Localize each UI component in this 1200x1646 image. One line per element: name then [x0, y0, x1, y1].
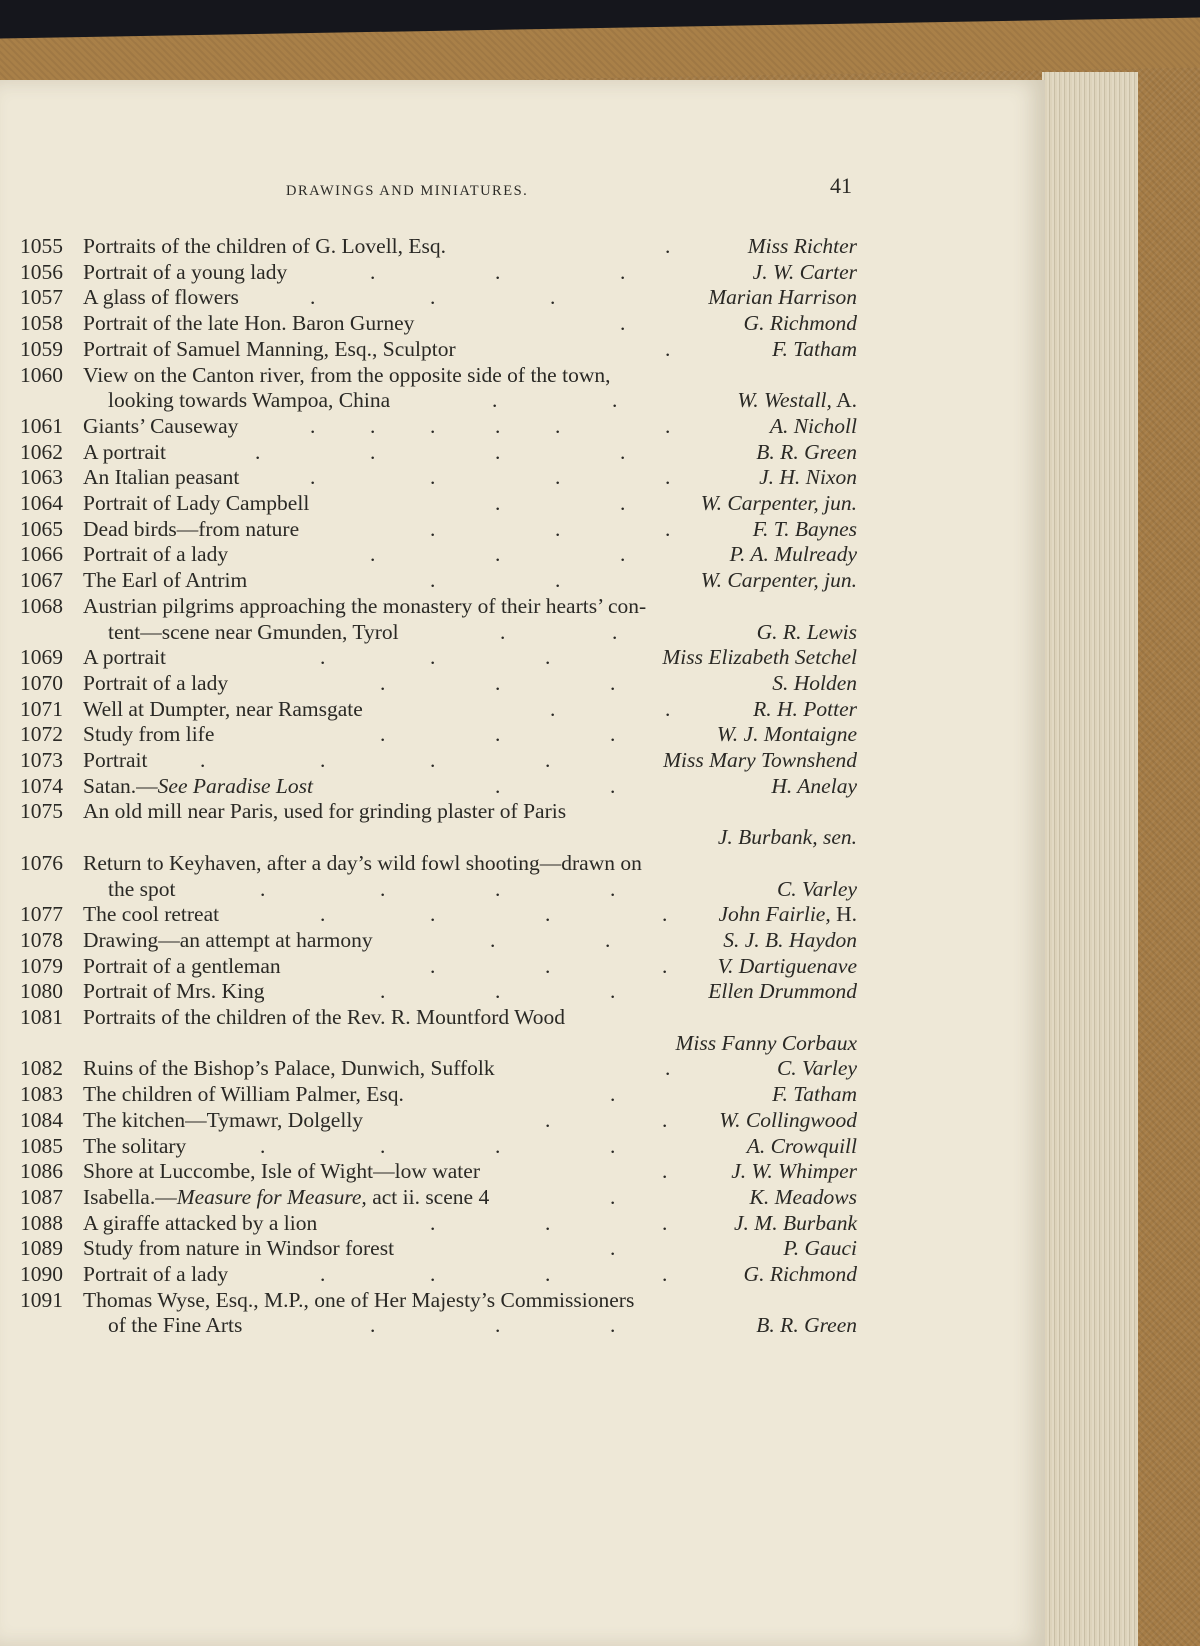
entry-artist: V. Dartiguenave: [717, 953, 857, 978]
entry-artist: H. Anelay: [771, 773, 857, 798]
leader-dot: .: [610, 722, 616, 747]
catalogue-row: [0, 721, 1200, 747]
entry-artist: Miss Mary Townshend: [663, 748, 857, 772]
leader-dot: .: [610, 1133, 616, 1158]
leader-dot: .: [430, 748, 436, 772]
leader-dot: .: [662, 1262, 668, 1286]
leader-dot: .: [255, 439, 261, 464]
leader-dot: .: [500, 619, 506, 644]
leader-dot: .: [665, 413, 671, 438]
leader-dot: .: [260, 876, 266, 901]
leader-dot: .: [495, 542, 501, 567]
leader-dot: .: [610, 1082, 616, 1107]
entry-artist: B. R. Green: [756, 439, 857, 464]
entry-title: Ruins of the Bishop’s Palace, Dunwich, Suffolk: [83, 1056, 495, 1081]
entry-number: 1058: [20, 311, 63, 336]
leader-dot: .: [430, 902, 436, 927]
entry-number: 1079: [20, 953, 63, 978]
entry-title: Satan.—See Paradise Lost: [83, 773, 313, 798]
catalogue-row: [0, 567, 1200, 593]
entry-title: A glass of flowers: [83, 285, 239, 310]
entry-artist: Miss Fanny Corbaux: [675, 1030, 857, 1055]
entry-title: The solitary: [83, 1133, 187, 1158]
entry-title: Return to Keyhaven, after a day’s wild fowl shooting—drawn on: [83, 850, 642, 875]
entry-number: 1061: [20, 413, 63, 438]
entry-artist: Marian Harrison: [708, 285, 857, 310]
entry-number: 1080: [20, 979, 63, 1004]
entry-title: Portrait of Mrs. King: [83, 979, 265, 1004]
leader-dot: .: [665, 465, 671, 490]
entry-title: Well at Dumpter, near Ramsgate: [83, 696, 363, 721]
entry-number: 1062: [20, 439, 63, 464]
entry-title: Study from life: [83, 722, 215, 747]
entry-artist: P. Gauci: [783, 1236, 857, 1261]
leader-dot: .: [612, 388, 618, 413]
entry-title: A portrait: [83, 645, 166, 670]
entry-title: Portrait: [83, 748, 148, 772]
entry-title: Thomas Wyse, Esq., M.P., one of Her Majesty’s Commissioners: [83, 1287, 635, 1312]
entry-title: Dead birds—from nature: [83, 516, 300, 541]
leader-dot: .: [665, 234, 671, 258]
leader-dot: .: [380, 979, 386, 1004]
entry-artist: K. Meadows: [749, 1184, 857, 1209]
leader-dot: .: [430, 516, 436, 541]
leader-dot: .: [610, 773, 616, 798]
leader-dot: .: [430, 413, 436, 438]
leader-dot: .: [430, 1262, 436, 1286]
catalogue-row: [0, 798, 1200, 824]
entry-number: 1089: [20, 1236, 63, 1261]
entry-artist: Miss Richter: [747, 234, 857, 258]
entry-title: An old mill near Paris, used for grinding plaster of Paris: [83, 799, 567, 824]
leader-dot: .: [620, 491, 626, 515]
entry-artist: Ellen Drummond: [708, 979, 857, 1004]
entry-number: 1091: [20, 1287, 63, 1312]
entry-number: 1067: [20, 568, 63, 593]
catalogue-row: [0, 876, 1200, 902]
catalogue-row: [0, 619, 1200, 645]
catalogue-row: [0, 747, 1200, 773]
entry-artist: C. Varley: [776, 876, 857, 901]
leader-dot: .: [545, 902, 551, 927]
entry-number: 1075: [20, 799, 63, 824]
leader-dot: .: [610, 876, 616, 901]
catalogue-row: [0, 1158, 1200, 1184]
entry-number: 1060: [20, 362, 63, 387]
leader-dot: .: [320, 902, 326, 927]
leader-dot: .: [665, 516, 671, 541]
entry-number: 1070: [20, 670, 63, 695]
leader-dot: .: [380, 1133, 386, 1158]
leader-dot: .: [662, 1210, 668, 1235]
catalogue-row: [0, 850, 1200, 876]
leader-dot: .: [430, 1210, 436, 1235]
entry-number: 1074: [20, 773, 63, 798]
catalogue-row: [0, 516, 1200, 542]
leader-dot: .: [662, 1159, 668, 1184]
leader-dot: .: [610, 670, 616, 695]
entry-number: 1055: [20, 234, 63, 258]
catalogue-row: [0, 927, 1200, 953]
entry-title-italic: Measure for Measure,: [176, 1184, 367, 1209]
entry-title: A portrait: [83, 439, 166, 464]
entry-number: 1065: [20, 516, 63, 541]
catalogue-row: [0, 284, 1200, 310]
entry-number: 1068: [20, 593, 63, 618]
entry-title: Portrait of a lady: [83, 1262, 229, 1286]
entry-artist: C. Varley: [776, 1056, 857, 1081]
leader-dot: .: [610, 1236, 616, 1261]
leader-dot: .: [310, 413, 316, 438]
entry-title: An Italian peasant: [83, 465, 240, 490]
entry-title: The cool retreat: [83, 902, 220, 927]
entry-artist: G. R. Lewis: [756, 619, 857, 644]
entry-number: 1085: [20, 1133, 63, 1158]
leader-dot: .: [380, 876, 386, 901]
catalogue-row: [0, 593, 1200, 619]
entry-number: 1063: [20, 465, 63, 490]
leader-dot: .: [620, 439, 626, 464]
entry-artist: A. Crowquill: [746, 1133, 857, 1158]
catalogue-row: [0, 310, 1200, 336]
leader-dot: .: [620, 542, 626, 567]
catalogue-row: [0, 336, 1200, 362]
catalogue-row: [0, 696, 1200, 722]
catalogue-row: [0, 1030, 1200, 1056]
entry-title: Portraits of the children of the Rev. R. Mountford Wood: [83, 1005, 565, 1029]
leader-dot: .: [260, 1133, 266, 1158]
catalogue-row: [0, 362, 1200, 388]
leader-dot: .: [545, 1262, 551, 1286]
leader-dot: .: [495, 259, 501, 284]
leader-dot: .: [545, 1210, 551, 1235]
leader-dot: .: [310, 465, 316, 490]
leader-dot: .: [610, 979, 616, 1004]
leader-dot: .: [495, 1313, 501, 1338]
entry-number: 1077: [20, 902, 63, 927]
catalogue-row: [0, 824, 1200, 850]
leader-dot: .: [430, 568, 436, 593]
entry-artist: B. R. Green: [756, 1313, 857, 1338]
entry-artist: John Fairlie, H.: [718, 902, 857, 927]
entry-title: the spot: [108, 876, 176, 901]
catalogue-row: [0, 670, 1200, 696]
entry-artist: S. Holden: [772, 670, 857, 695]
entry-artist: J. W. Carter: [752, 259, 857, 284]
leader-dot: .: [545, 748, 551, 772]
entry-artist: P. A. Mulready: [729, 542, 857, 567]
entry-title: Study from nature in Windsor forest: [83, 1236, 395, 1261]
entry-title: Portraits of the children of G. Lovell, Esq.: [83, 234, 447, 258]
entry-title-italic: See Paradise Lost: [157, 773, 313, 798]
leader-dot: .: [620, 311, 626, 336]
entry-artist: W. Westall, A.: [737, 388, 857, 413]
leader-dot: .: [545, 645, 551, 670]
entry-artist: W. Collingwood: [719, 1107, 857, 1132]
leader-dot: .: [610, 1313, 616, 1338]
leader-dot: .: [320, 645, 326, 670]
leader-dot: .: [545, 953, 551, 978]
leader-dot: .: [490, 927, 496, 952]
leader-dot: .: [310, 285, 316, 310]
catalogue-row: [0, 901, 1200, 927]
catalogue-row: [0, 541, 1200, 567]
entry-number: 1082: [20, 1056, 63, 1081]
leader-dot: .: [605, 927, 611, 952]
entry-artist: F. Tatham: [772, 1082, 857, 1107]
catalogue-row: [0, 387, 1200, 413]
entry-number: 1057: [20, 285, 63, 310]
leader-dot: .: [320, 1262, 326, 1286]
leader-dot: .: [610, 1184, 616, 1209]
leader-dot: .: [555, 568, 561, 593]
leader-dot: .: [662, 902, 668, 927]
entry-number: 1088: [20, 1210, 63, 1235]
leader-dot: .: [550, 696, 556, 721]
entry-number: 1059: [20, 336, 63, 361]
catalogue-row: [0, 1261, 1200, 1287]
leader-dot: .: [662, 1107, 668, 1132]
catalogue-row: [0, 490, 1200, 516]
entry-artist: G. Richmond: [743, 1262, 857, 1286]
catalogue-row: [0, 413, 1200, 439]
leader-dot: .: [320, 748, 326, 772]
leader-dot: .: [495, 773, 501, 798]
leader-dot: .: [495, 979, 501, 1004]
leader-dot: .: [380, 670, 386, 695]
catalogue-row: [0, 978, 1200, 1004]
entry-title: Portrait of Lady Campbell: [83, 491, 310, 515]
entry-title: of the Fine Arts: [108, 1313, 243, 1338]
leader-dot: .: [662, 953, 668, 978]
catalogue-row: [0, 1235, 1200, 1261]
entry-title: The kitchen—Tymawr, Dolgelly: [83, 1107, 364, 1132]
catalogue-row: [0, 1184, 1200, 1210]
catalogue-row: [0, 644, 1200, 670]
leader-dot: .: [665, 1056, 671, 1081]
entry-title: The Earl of Antrim: [83, 568, 248, 593]
entry-artist: J. M. Burbank: [734, 1210, 857, 1235]
entry-title: Shore at Luccombe, Isle of Wight—low water: [83, 1159, 480, 1184]
entry-title: Portrait of Samuel Manning, Esq., Sculptor: [83, 336, 456, 361]
catalogue-row: [0, 1107, 1200, 1133]
catalogue-row: [0, 259, 1200, 285]
page-number: 41: [830, 173, 852, 198]
entry-artist: W. J. Montaigne: [716, 722, 857, 747]
entry-number: 1076: [20, 850, 63, 875]
catalogue-row: [0, 464, 1200, 490]
leader-dot: .: [370, 413, 376, 438]
entry-artist: R. H. Potter: [753, 696, 857, 721]
entry-title: Drawing—an attempt at harmony: [83, 927, 373, 952]
entry-number: 1056: [20, 259, 63, 284]
leader-dot: .: [380, 722, 386, 747]
entry-artist: J. H. Nixon: [759, 465, 857, 490]
entry-artist: Miss Elizabeth Setchel: [662, 645, 857, 670]
catalogue-row: [0, 1287, 1200, 1313]
catalogue-row: [0, 1133, 1200, 1159]
leader-dot: .: [430, 645, 436, 670]
entry-number: 1086: [20, 1159, 63, 1184]
catalogue-row: [0, 233, 1200, 259]
leader-dot: .: [550, 285, 556, 310]
catalogue-row: [0, 1055, 1200, 1081]
catalogue-row: [0, 1004, 1200, 1030]
catalogue-row: [0, 1081, 1200, 1107]
entry-number: 1069: [20, 645, 63, 670]
leader-dot: .: [370, 1313, 376, 1338]
leader-dot: .: [555, 465, 561, 490]
leader-dot: .: [430, 953, 436, 978]
leader-dot: .: [495, 722, 501, 747]
entry-title: Austrian pilgrims approaching the monastery of their hearts’ con-: [83, 593, 647, 618]
leader-dot: .: [492, 388, 498, 413]
leader-dot: .: [495, 413, 501, 438]
entry-title: Portrait of a gentleman: [83, 953, 281, 978]
running-head: DRAWINGS AND MINIATURES.: [286, 183, 529, 199]
leader-dot: .: [545, 1107, 551, 1132]
catalogue-row: [0, 1210, 1200, 1236]
entry-number: 1084: [20, 1107, 63, 1132]
entry-title: A giraffe attacked by a lion: [83, 1210, 318, 1235]
leader-dot: .: [555, 516, 561, 541]
leader-dot: .: [665, 696, 671, 721]
entry-artist: W. Carpenter, jun.: [700, 568, 857, 593]
entry-title: Portrait of the late Hon. Baron Gurney: [83, 311, 415, 336]
entry-title: View on the Canton river, from the opposite side of the town,: [83, 362, 611, 387]
entry-title: Portrait of a lady: [83, 670, 229, 695]
entry-number: 1090: [20, 1262, 63, 1286]
leader-dot: .: [430, 465, 436, 490]
entry-artist: J. Burbank, sen.: [717, 825, 857, 850]
entry-title: looking towards Wampoa, China: [108, 388, 391, 413]
entry-artist: G. Richmond: [743, 311, 857, 336]
entry-number: 1083: [20, 1082, 63, 1107]
entry-title: Giants’ Causeway: [83, 413, 239, 438]
entry-artist: W. Carpenter, jun.: [700, 491, 857, 515]
entry-number: 1073: [20, 748, 63, 772]
entry-number: 1071: [20, 696, 63, 721]
leader-dot: .: [620, 259, 626, 284]
catalogue-row: [0, 953, 1200, 979]
entry-title: Isabella.—Measure for Measure, act ii. scene 4: [83, 1184, 490, 1209]
leader-dot: .: [495, 670, 501, 695]
entry-number: 1078: [20, 927, 63, 952]
leader-dot: .: [495, 1133, 501, 1158]
entry-title: Portrait of a lady: [83, 542, 229, 567]
leader-dot: .: [665, 336, 671, 361]
entry-number: 1081: [20, 1005, 63, 1029]
leader-dot: .: [370, 542, 376, 567]
catalogue-row: [0, 1312, 1200, 1338]
entry-artist: J. W. Whimper: [731, 1159, 857, 1184]
entry-artist: F. Tatham: [772, 336, 857, 361]
catalogue-row: [0, 773, 1200, 799]
leader-dot: .: [612, 619, 618, 644]
leader-dot: .: [495, 876, 501, 901]
entry-artist: S. J. B. Haydon: [723, 927, 857, 952]
entry-number: 1087: [20, 1184, 63, 1209]
entry-artist: A. Nicholl: [769, 413, 857, 438]
entry-title: Portrait of a young lady: [83, 259, 288, 284]
leader-dot: .: [430, 285, 436, 310]
catalogue-row: [0, 439, 1200, 465]
entry-number: 1072: [20, 722, 63, 747]
entry-number: 1064: [20, 491, 63, 515]
entry-title: The children of William Palmer, Esq.: [83, 1082, 404, 1107]
leader-dot: .: [495, 439, 501, 464]
leader-dot: .: [555, 413, 561, 438]
leader-dot: .: [200, 748, 206, 772]
leader-dot: .: [495, 491, 501, 515]
leader-dot: .: [370, 439, 376, 464]
entry-title: tent—scene near Gmunden, Tyrol: [108, 619, 399, 644]
entry-number: 1066: [20, 542, 63, 567]
entry-artist: F. T. Baynes: [752, 516, 857, 541]
leader-dot: .: [370, 259, 376, 284]
